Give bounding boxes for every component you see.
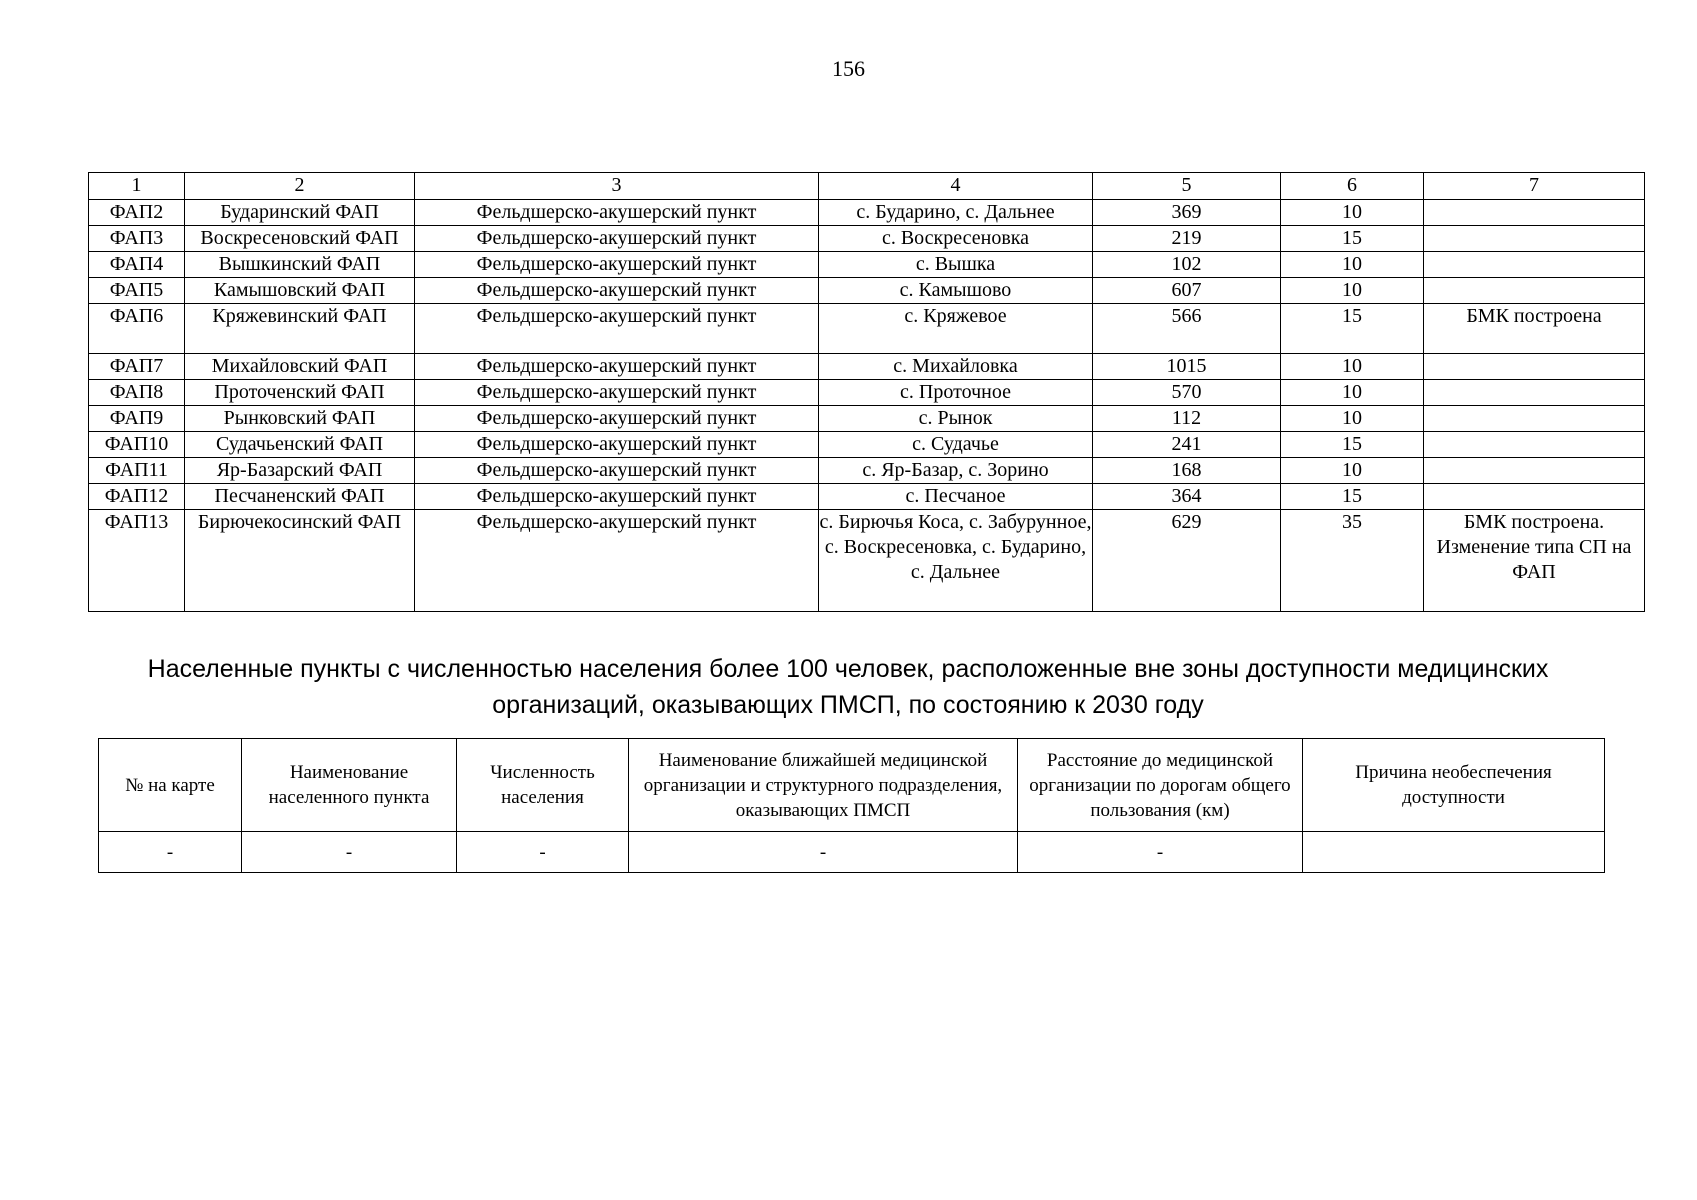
table-cell: с. Михайловка [819, 354, 1093, 380]
table-cell: 566 [1093, 304, 1281, 354]
section-title: Населенные пункты с численностью населения более 100 человек, расположенные вне зоны доступности медицинских организаций, оказывающих ПМСП, по состоянию к 2030 году [147, 655, 1549, 719]
table-cell: ФАП2 [89, 200, 185, 226]
column-header: 2 [185, 173, 415, 200]
table-cell: - [99, 832, 242, 873]
table-cell: 10 [1281, 458, 1424, 484]
table-cell: с. Воскресеновка [819, 226, 1093, 252]
column-header: Наименование ближайшей медицинской организации и структурного подразделения, оказывающих ПМСП [629, 739, 1018, 832]
table-cell: Яр-Базарский ФАП [185, 458, 415, 484]
table-cell: ФАП6 [89, 304, 185, 354]
table-cell: Фельдшерско-акушерский пункт [415, 226, 819, 252]
table-cell: 10 [1281, 354, 1424, 380]
column-header: 1 [89, 173, 185, 200]
table-row [89, 406, 1645, 432]
table-cell: 219 [1093, 226, 1281, 252]
table-cell: с. Камышово [819, 278, 1093, 304]
table-cell: 15 [1281, 226, 1424, 252]
table-cell: с. Проточное [819, 380, 1093, 406]
column-header: № на карте [99, 739, 242, 832]
table-cell: Судачьенский ФАП [185, 432, 415, 458]
column-header: Причина необеспечения доступности [1303, 739, 1605, 832]
table-row [89, 252, 1645, 278]
table-cell [1424, 278, 1645, 304]
table-cell: Фельдшерско-акушерский пункт [415, 432, 819, 458]
table-cell: 10 [1281, 200, 1424, 226]
table-cell: Фельдшерско-акушерский пункт [415, 406, 819, 432]
table-cell [1424, 354, 1645, 380]
table-cell: 35 [1281, 510, 1424, 612]
table-cell: 15 [1281, 304, 1424, 354]
table-row [89, 484, 1645, 510]
table-cell [1424, 484, 1645, 510]
table-cell: БМК построена [1424, 304, 1645, 354]
table-cell: с. Бирючья Коса, с. Забурунное, с. Воскресеновка, с. Бударино, с. Дальнее [819, 510, 1093, 612]
facilities-table [88, 172, 1645, 612]
table-header-row [89, 173, 1645, 200]
table-cell: Фельдшерско-акушерский пункт [415, 510, 819, 612]
table-cell: с. Бударино, с. Дальнее [819, 200, 1093, 226]
table-cell: Фельдшерско-акушерский пункт [415, 484, 819, 510]
table-cell: Камышовский ФАП [185, 278, 415, 304]
table-cell: Бударинский ФАП [185, 200, 415, 226]
page-number: 156 [832, 56, 865, 81]
table-cell: - [242, 832, 457, 873]
column-header: 4 [819, 173, 1093, 200]
table-cell: - [1018, 832, 1303, 873]
table-cell: Фельдшерско-акушерский пункт [415, 458, 819, 484]
table-cell: 15 [1281, 484, 1424, 510]
table-cell: с. Яр-Базар, с. Зорино [819, 458, 1093, 484]
table-cell: ФАП4 [89, 252, 185, 278]
table-cell: Фельдшерско-акушерский пункт [415, 380, 819, 406]
table-cell: 364 [1093, 484, 1281, 510]
table-row [89, 304, 1645, 354]
column-header: 5 [1093, 173, 1281, 200]
table-cell [1424, 252, 1645, 278]
table-cell: Песчаненский ФАП [185, 484, 415, 510]
column-header: 3 [415, 173, 819, 200]
table-cell: ФАП13 [89, 510, 185, 612]
column-header: Наименование населенного пункта [242, 739, 457, 832]
table-cell [1424, 200, 1645, 226]
table-cell: 10 [1281, 380, 1424, 406]
table-cell: 570 [1093, 380, 1281, 406]
uncovered-settlements-table [98, 738, 1605, 873]
column-header: Численность населения [457, 739, 629, 832]
table-row [89, 278, 1645, 304]
table-cell: 102 [1093, 252, 1281, 278]
table-cell: Фельдшерско-акушерский пункт [415, 252, 819, 278]
table-row [89, 200, 1645, 226]
table-cell: с. Вышка [819, 252, 1093, 278]
table-row [89, 226, 1645, 252]
table-cell: с. Рынок [819, 406, 1093, 432]
table-cell: с. Песчаное [819, 484, 1093, 510]
table-cell [1424, 380, 1645, 406]
table-cell: БМК построена. Изменение типа СП на ФАП [1424, 510, 1645, 612]
table-row [89, 432, 1645, 458]
column-header: Расстояние до медицинской организации по дорогам общего пользования (км) [1018, 739, 1303, 832]
table-cell: ФАП7 [89, 354, 185, 380]
table-cell: ФАП5 [89, 278, 185, 304]
table-cell: ФАП11 [89, 458, 185, 484]
table-cell: ФАП3 [89, 226, 185, 252]
table-cell: Бирючекосинский ФАП [185, 510, 415, 612]
table-cell: 10 [1281, 278, 1424, 304]
table-cell: 10 [1281, 406, 1424, 432]
table-cell: ФАП8 [89, 380, 185, 406]
table-cell: 10 [1281, 252, 1424, 278]
table-cell: 369 [1093, 200, 1281, 226]
table-row [89, 510, 1645, 612]
table-cell: 241 [1093, 432, 1281, 458]
table-cell [1424, 458, 1645, 484]
table-cell [1424, 226, 1645, 252]
table-cell: Кряжевинский ФАП [185, 304, 415, 354]
table-cell [1424, 432, 1645, 458]
table-cell: 1015 [1093, 354, 1281, 380]
table-cell: Фельдшерско-акушерский пункт [415, 200, 819, 226]
table-cell: - [457, 832, 629, 873]
table-header-row [99, 739, 1605, 832]
table-cell: 168 [1093, 458, 1281, 484]
table-cell: 112 [1093, 406, 1281, 432]
table-cell: - [629, 832, 1018, 873]
column-header: 6 [1281, 173, 1424, 200]
table-cell: Рынковский ФАП [185, 406, 415, 432]
table-cell: Михайловский ФАП [185, 354, 415, 380]
table-cell: Фельдшерско-акушерский пункт [415, 354, 819, 380]
table-cell: 15 [1281, 432, 1424, 458]
table-row [99, 832, 1605, 873]
table-cell: ФАП9 [89, 406, 185, 432]
table-cell [1303, 832, 1605, 873]
table-cell: Вышкинский ФАП [185, 252, 415, 278]
table-cell: Проточенский ФАП [185, 380, 415, 406]
column-header: 7 [1424, 173, 1645, 200]
table-row [89, 354, 1645, 380]
table-cell: с. Судачье [819, 432, 1093, 458]
table-cell [1424, 406, 1645, 432]
table-cell: Фельдшерско-акушерский пункт [415, 278, 819, 304]
table-cell: Фельдшерско-акушерский пункт [415, 304, 819, 354]
table-cell: Воскресеновский ФАП [185, 226, 415, 252]
table-row [89, 458, 1645, 484]
table-row [89, 380, 1645, 406]
table-cell: с. Кряжевое [819, 304, 1093, 354]
table-cell: 607 [1093, 278, 1281, 304]
table-cell: ФАП10 [89, 432, 185, 458]
table-cell: ФАП12 [89, 484, 185, 510]
table-cell: 629 [1093, 510, 1281, 612]
